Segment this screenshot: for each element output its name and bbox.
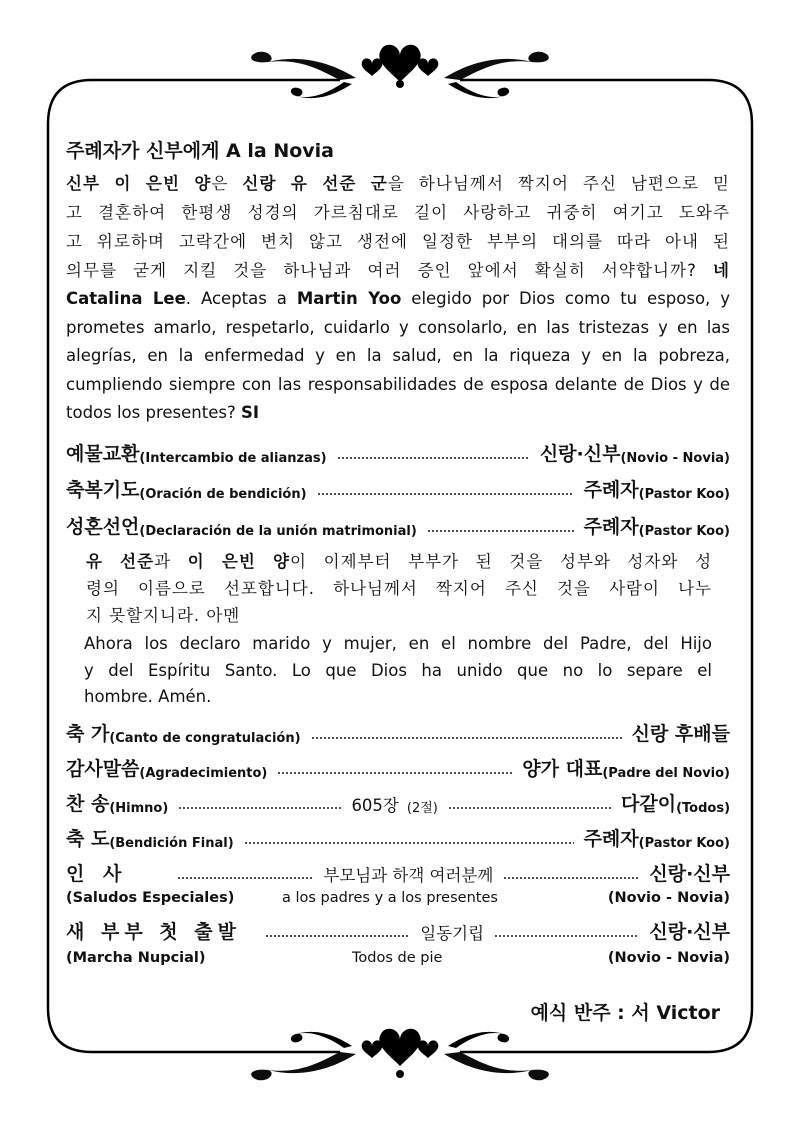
program-item-performer: 주례자 (583, 479, 639, 501)
program-item-performer-sub: (Novio - Novia) (620, 451, 730, 466)
program-item-name: 축 가 (66, 723, 110, 745)
program-row-blessing (66, 821, 730, 851)
text-run: 이 이제부터 부부가 된 것을 성부와 성자와 성 (289, 552, 712, 571)
dot-leader (178, 804, 341, 812)
program-row-rings (66, 436, 730, 466)
program-row-prayer (66, 472, 730, 502)
bold-text-run: 신랑 유 선준 군 (242, 174, 388, 193)
text-line (66, 228, 730, 257)
program-row-greeting (66, 856, 730, 886)
text-line (84, 683, 211, 710)
text-line (66, 399, 259, 427)
program-item-sub: (Bendición Final) (109, 836, 234, 851)
hymn-verse: (2절) (406, 801, 438, 816)
dot-leader (277, 769, 512, 777)
text-run: todos los presentes? (66, 403, 241, 422)
program-row-declaration (66, 509, 730, 539)
text-run: y del Espíritu Santo. Lo que Dios ha unido que no lo separe el (84, 660, 712, 680)
text-line (66, 257, 730, 286)
dot-leader (311, 734, 622, 742)
program-item-sub: (Agradecimiento) (139, 766, 268, 781)
text-line (66, 199, 730, 228)
hymn-number: 605장 (351, 796, 399, 815)
text-line (66, 285, 730, 314)
text-line (84, 657, 712, 684)
program-item-name: 새 부부 첫 출발 (66, 921, 241, 943)
dot-leader (265, 932, 410, 940)
program-item-sub: (Canto de congratulación) (109, 731, 301, 746)
text-line (66, 371, 730, 400)
march-sub-right: (Novio - Novia) (607, 950, 730, 966)
greeting-sub-left: (Saludos Especiales) (66, 890, 235, 906)
program-item-performer-sub: (Pastor Koo) (638, 487, 730, 502)
march-sub-mid: Todos de pie (352, 950, 443, 966)
dot-leader (503, 874, 639, 882)
text-line (84, 630, 712, 657)
bold-text-run: 유 선준 (86, 552, 155, 571)
program-item-name: 축 도 (66, 828, 110, 850)
dot-leader (337, 454, 530, 462)
program-item-performer: 신랑·신부 (539, 443, 621, 465)
greeting-sub-mid: a los padres y a los presentes (282, 890, 498, 906)
program-item-name: 찬 송 (66, 793, 110, 815)
program-item-performer: 양가 대표 (522, 758, 603, 780)
dot-leader (427, 527, 574, 535)
program-item-sub: (Intercambio de alianzas) (139, 451, 327, 466)
program-item-performer: 신랑·신부 (649, 863, 731, 885)
text-run: alegrías, en la enfermedad y en la salud, en la riqueza y en la pobreza, (66, 346, 730, 365)
greeting-target: 부모님과 하객 여러분께 (323, 866, 494, 885)
text-run: 고 위로하며 고락간에 변치 않고 생전에 일정한 부부의 대의를 따라 아내 된 (66, 232, 730, 251)
text-run: cumpliendo siempre con las responsabilidades de esposa delante de Dios y de (66, 374, 730, 394)
text-run: 고 결혼하여 한평생 성경의 가르침대로 길이 사랑하고 귀중히 여기고 도와주 (66, 203, 730, 222)
program-item-performer: 신랑 후배들 (631, 723, 730, 745)
text-line (66, 170, 730, 199)
vows-title: 주례자가 신부에게 A la Novia (66, 140, 335, 162)
text-run: 지 못할지니라. 아멘 (86, 606, 241, 625)
text-run: hombre. Amén. (84, 687, 212, 706)
text-run: 과 (154, 552, 188, 571)
text-line (86, 548, 712, 575)
program-item-performer: 주례자 (583, 828, 639, 850)
program-item-performer: 다같이 (621, 793, 677, 815)
program-item-name: 축복기도 (66, 479, 140, 501)
greeting-sub-right: (Novio - Novia) (607, 890, 730, 906)
program-item-performer: 주례자 (583, 516, 639, 538)
text-line (86, 602, 240, 629)
program-row-thanks (66, 751, 730, 781)
march-sub-left: (Marcha Nupcial) (66, 950, 206, 966)
dot-leader (244, 839, 574, 847)
text-line (86, 575, 712, 602)
accompanist: 예식 반주 : 서 Victor (530, 1002, 720, 1024)
dot-leader (317, 490, 574, 498)
text-run: 의무를 굳게 지킬 것을 하나님과 여러 증인 앞에서 확실히 서약합니까? (66, 261, 713, 280)
program-item-name: 인 사 (66, 863, 128, 885)
dot-leader (494, 932, 639, 940)
text-run: 령의 이름으로 선포합니다. 하나님께서 짝지어 주신 것을 사람이 나누 (86, 579, 712, 598)
program-item-sub: (Oración de bendición) (139, 487, 307, 502)
bottom-ornament (251, 1029, 549, 1081)
text-run: . Aceptas a (185, 289, 297, 308)
text-line (66, 342, 730, 371)
dot-leader (177, 874, 313, 882)
program-row-hymn (66, 786, 730, 816)
program-item-performer-sub: (Pastor Koo) (638, 836, 730, 851)
program-item-sub: (Declaración de la unión matrimonial) (139, 524, 417, 539)
program-item-name: 예물교환 (66, 443, 140, 465)
program-row-march (66, 914, 730, 944)
text-run: Ahora los declaro marido y mujer, en el nombre del Padre, del Hijo (84, 634, 712, 653)
text-run: elegido por Dios como tu esposo, y (401, 289, 730, 308)
bold-text-run: 이 은빈 양 (187, 552, 290, 571)
text-run: 을 하나님께서 짝지어 주신 남편으로 믿 (387, 174, 730, 193)
bold-text-run: 신부 이 은빈 양 (66, 174, 212, 193)
program-item-performer: 신랑·신부 (649, 921, 730, 943)
program-item-sub: (Himno) (109, 801, 169, 816)
program-item-name: 감사말씀 (66, 758, 140, 780)
march-instruction: 일동기립 (420, 924, 485, 943)
program-item-performer-sub: (Pastor Koo) (638, 524, 730, 539)
dot-leader (448, 804, 611, 812)
bold-text-run: SI (240, 403, 259, 422)
program-item-performer-sub: (Todos) (676, 801, 731, 816)
bold-text-run: Martin Yoo (296, 289, 402, 308)
text-run: prometes amarlo, respetarlo, cuidarlo y consolarlo, en las tristezas y en las (66, 317, 730, 337)
program-item-performer-sub: (Padre del Novio) (602, 766, 730, 781)
program-row-song (66, 716, 730, 746)
bold-text-run: Catalina Lee (66, 289, 186, 308)
bold-text-run: 네 (712, 261, 730, 280)
program-item-name: 성혼선언 (66, 516, 140, 538)
text-line (66, 314, 730, 343)
text-run: 은 (211, 174, 243, 193)
top-ornament (251, 45, 549, 98)
